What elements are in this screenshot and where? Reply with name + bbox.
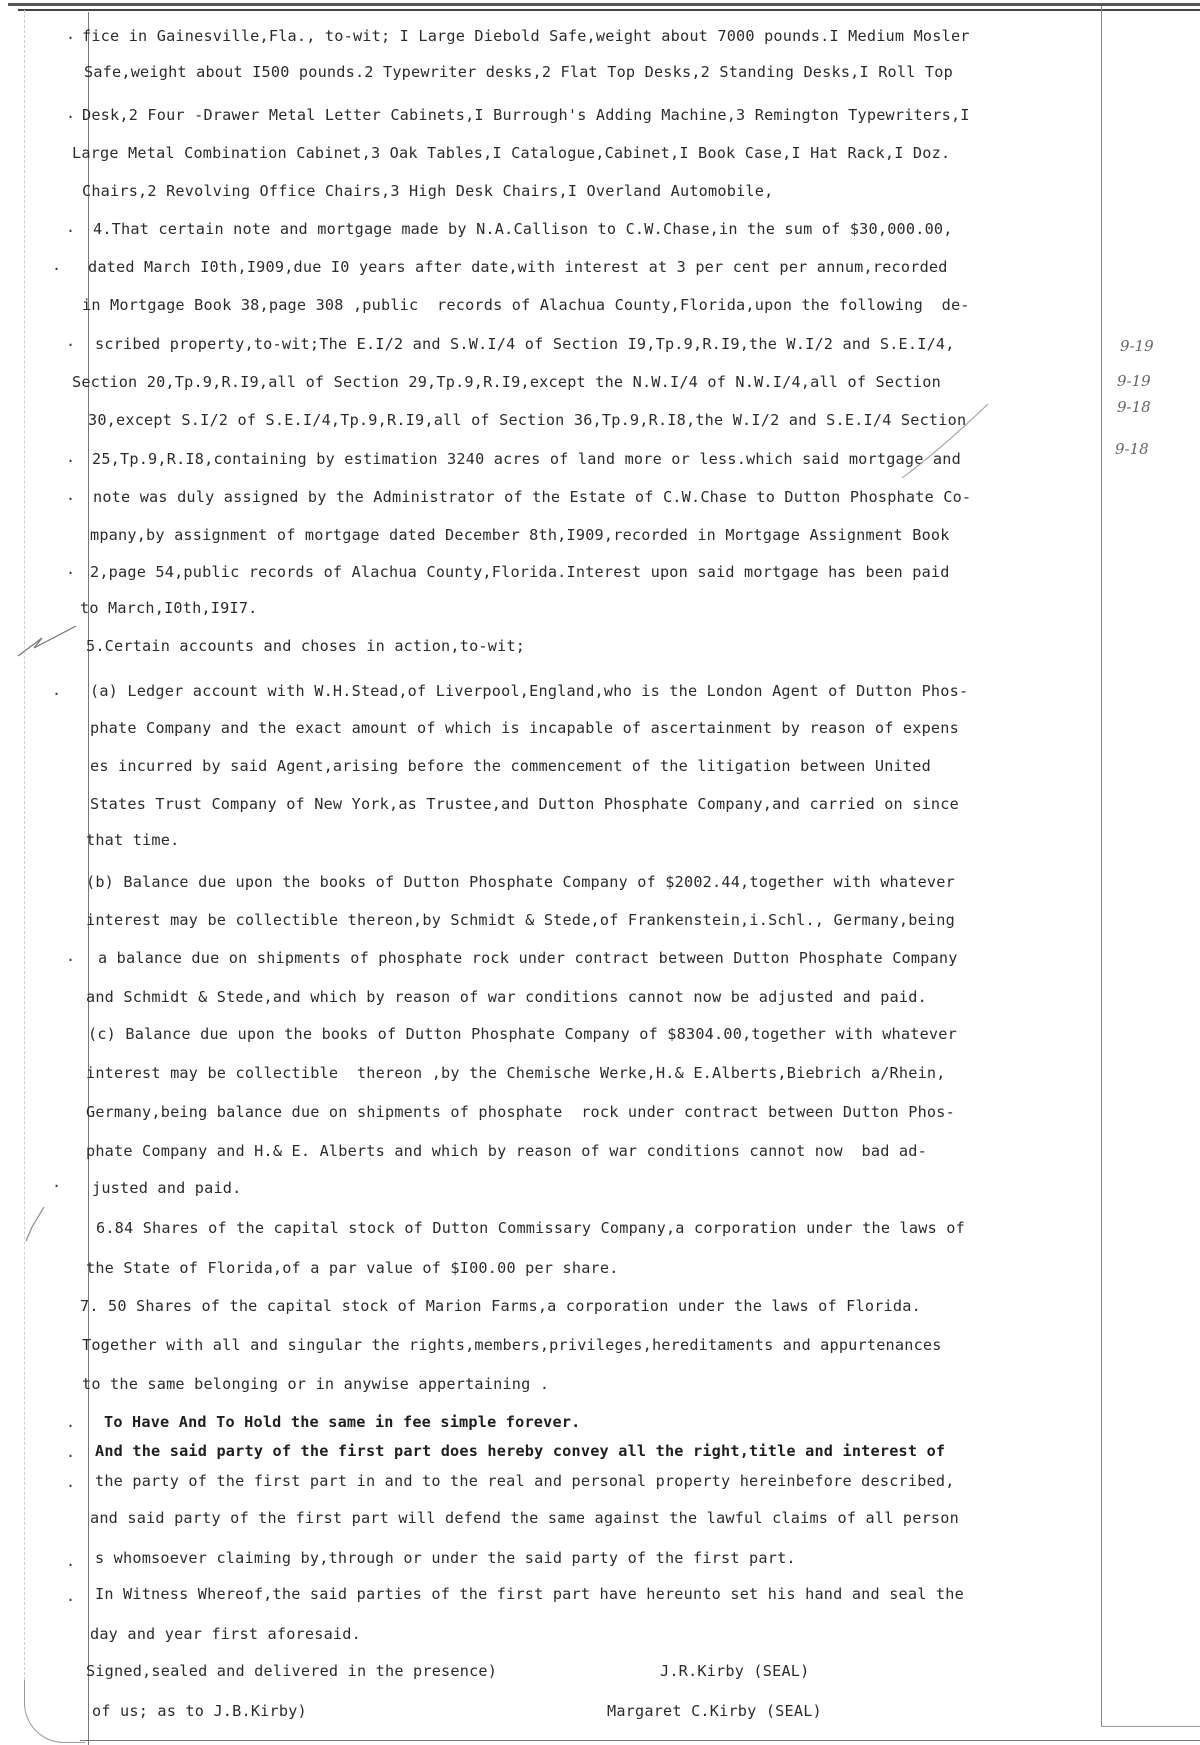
document-line: In Witness Whereof,the said parties of the first part have hereunto set his hand and seal the (95, 1585, 964, 1603)
margin-dot: . (66, 448, 76, 466)
margin-dot: . (66, 1443, 76, 1461)
document-line: to March,I0th,I9I7. (80, 599, 258, 617)
margin-dot: . (52, 256, 62, 274)
document-line: and Schmidt & Stede,and which by reason of war conditions cannot now be adjusted and paid. (86, 988, 927, 1006)
document-line: es incurred by said Agent,arising before the commencement of the litigation between United (90, 757, 931, 775)
margin-note: 9-18 (1115, 440, 1149, 458)
document-line: To Have And To Hold the same in fee simple forever. (104, 1413, 581, 1431)
document-line: fice in Gainesville,Fla., to-wit; I Large Diebold Safe,weight about 7000 pounds.I Medium Mosler (82, 27, 970, 45)
document-line: (b) Balance due upon the books of Dutton Phosphate Company of $2002.44,together with whatever (86, 873, 955, 891)
margin-note: 9-19 (1120, 337, 1154, 355)
margin-dot: . (66, 1413, 76, 1431)
document-line: and said party of the first part will defend the same against the lawful claims of all person (90, 1509, 959, 1527)
document-line: 30,except S.I/2 of S.E.I/4,Tp.9,R.I9,all of Section 36,Tp.9,R.I8,the W.I/2 and S.E.I/4 Section (88, 411, 967, 429)
document-line: phate Company and the exact amount of which is incapable of ascertainment by reason of expens (90, 719, 959, 737)
margin-dot: . (66, 1587, 76, 1605)
document-line: note was duly assigned by the Administrator of the Estate of C.W.Chase to Dutton Phosphate Co- (93, 488, 972, 506)
margin-dot: . (52, 681, 62, 699)
document-line: that time. (86, 831, 180, 849)
top-border-rule (8, 3, 1200, 6)
document-line: in Mortgage Book 38,page 308 ,public records of Alachua County,Florida,upon the following de- (82, 296, 970, 314)
document-line: Section 20,Tp.9,R.I9,all of Section 29,Tp.9,R.I9,except the N.W.I/4 of N.W.I/4,all of Section (72, 373, 941, 391)
document-line: to the same belonging or in anywise appertaining . (82, 1375, 550, 1393)
document-line: 2,page 54,public records of Alachua County,Florida.Interest upon said mortgage has been paid (90, 563, 950, 581)
document-line: the State of Florida,of a par value of $I00.00 per share. (86, 1259, 619, 1277)
document-line: mpany,by assignment of mortgage dated December 8th,I909,recorded in Mortgage Assignment Book (90, 526, 950, 544)
top-border-rule-inner (18, 9, 1200, 11)
margin-dot: . (66, 486, 76, 504)
signature-margaret-kirby: Margaret C.Kirby (SEAL) (607, 1702, 822, 1720)
document-line: 5.Certain accounts and choses in action,to-wit; (86, 637, 526, 655)
margin-dot: . (66, 332, 76, 350)
bottom-right-rule (1101, 1726, 1200, 1727)
document-line: 7. 50 Shares of the capital stock of Marion Farms,a corporation under the laws of Florida. (80, 1297, 921, 1315)
signature-jr-kirby: J.R.Kirby (SEAL) (660, 1662, 810, 1680)
document-line: the party of the first part in and to the real and personal property hereinbefore described, (95, 1472, 955, 1490)
document-line: Together with all and singular the rights,members,privileges,hereditaments and appurtenances (82, 1336, 942, 1354)
document-line: interest may be collectible thereon,by Schmidt & Stede,of Frankenstein,i.Schl., Germany,being (86, 911, 955, 929)
document-line: (c) Balance due upon the books of Dutton Phosphate Company of $8304.00,together with whatever (88, 1025, 957, 1043)
margin-note: 9-18 (1117, 398, 1151, 416)
document-line: And the said party of the first part does hereby convey all the right,title and interest of (95, 1442, 946, 1460)
document-line: dated March I0th,I909,due I0 years after date,with interest at 3 per cent per annum,recorded (88, 258, 948, 276)
document-line: day and year first aforesaid. (90, 1625, 361, 1643)
document-line: Desk,2 Four -Drawer Metal Letter Cabinets,I Burrough's Adding Machine,3 Remington Typewriters,I (82, 106, 970, 124)
document-line: s whomsoever claiming by,through or under the said party of the first part. (95, 1549, 796, 1567)
pencil-tick-mark-icon (24, 1205, 54, 1245)
page-corner-curve (24, 1680, 85, 1743)
bottom-border-rule (80, 1740, 1200, 1741)
margin-dot: . (66, 1552, 76, 1570)
margin-dot: . (66, 104, 76, 122)
margin-dot: . (52, 1173, 62, 1191)
margin-note: 9-19 (1117, 372, 1151, 390)
document-line: a balance due on shipments of phosphate rock under contract between Dutton Phosphate Company (98, 949, 958, 967)
document-line: Safe,weight about I500 pounds.2 Typewriter desks,2 Flat Top Desks,2 Standing Desks,I Roll Top (84, 63, 953, 81)
document-line: (a) Ledger account with W.H.Stead,of Liverpool,England,who is the London Agent of Dutton Phos- (90, 682, 969, 700)
document-line: 25,Tp.9,R.I8,containing by estimation 3240 acres of land more or less.which said mortgage and (92, 450, 961, 468)
document-line: justed and paid. (92, 1179, 242, 1197)
document-line: Signed,sealed and delivered in the presence) (86, 1662, 498, 1680)
margin-dot: . (66, 1473, 76, 1491)
pencil-stray-line-icon (900, 400, 990, 480)
document-line: 4.That certain note and mortgage made by N.A.Callison to C.W.Chase,in the sum of $30,000.00, (93, 220, 953, 238)
document-line: Large Metal Combination Cabinet,3 Oak Tables,I Catalogue,Cabinet,I Book Case,I Hat Rack,I Doz. (72, 144, 951, 162)
margin-dot: . (66, 25, 76, 43)
document-line: phate Company and H.& E. Alberts and which by reason of war conditions cannot now bad ad- (86, 1142, 927, 1160)
margin-dot: . (66, 218, 76, 236)
document-line: States Trust Company of New York,as Trustee,and Dutton Phosphate Company,and carried on since (90, 795, 959, 813)
margin-dot: . (66, 560, 76, 578)
document-line: Chairs,2 Revolving Office Chairs,3 High Desk Chairs,I Overland Automobile, (82, 182, 774, 200)
page-left-edge (24, 10, 26, 1690)
document-line: 6.84 Shares of the capital stock of Dutton Commissary Company,a corporation under the laws of (96, 1219, 965, 1237)
document-line: Germany,being balance due on shipments of phosphate rock under contract between Dutton Phos- (86, 1103, 955, 1121)
right-margin-rule (1101, 6, 1102, 1726)
pencil-check-mark-icon (14, 620, 84, 660)
document-line: scribed property,to-wit;The E.I/2 and S.W.I/4 of Section I9,Tp.9,R.I9,the W.I/2 and S.E.I/4, (95, 335, 955, 353)
margin-dot: . (66, 947, 76, 965)
document-line: interest may be collectible thereon ,by the Chemische Werke,H.& E.Alberts,Biebrich a/Rhein, (86, 1064, 946, 1082)
document-line: of us; as to J.B.Kirby) (92, 1702, 307, 1720)
